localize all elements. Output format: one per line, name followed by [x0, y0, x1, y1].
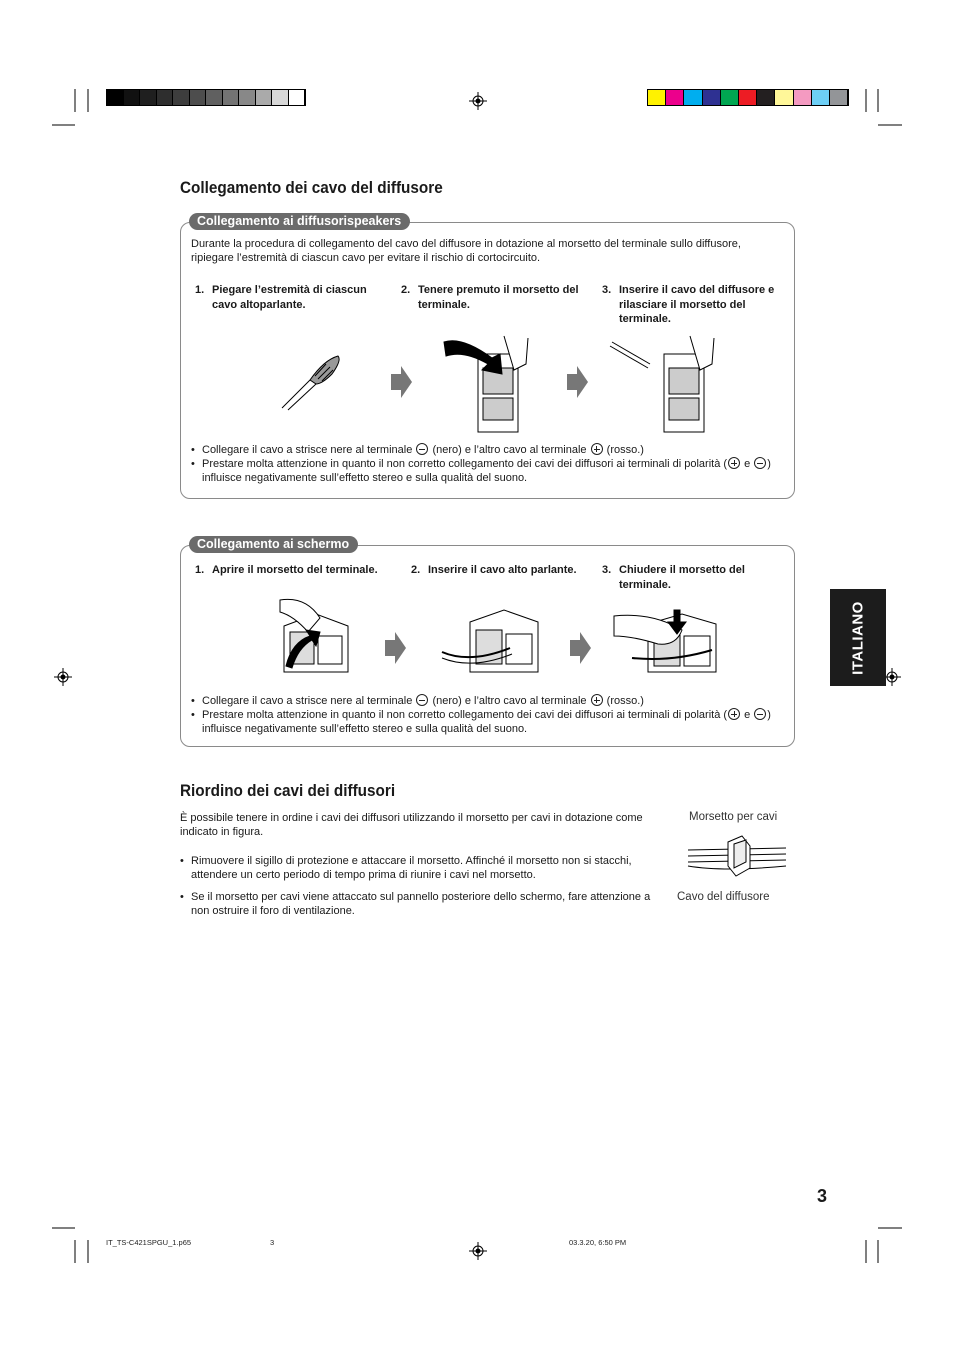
note-text-b: (nero) e l’altro cavo al terminale [432, 695, 587, 707]
step-number: 1. [195, 284, 205, 296]
note-text-a: Prestare molta attenzione in quanto il non corretto collegamento dei cavi dei diffusori ai terminali di polarità ( [202, 458, 728, 470]
color-swatch [794, 90, 812, 105]
color-swatch [206, 90, 223, 105]
note-text-b: e [744, 709, 751, 721]
color-swatch [812, 90, 830, 105]
language-tab [830, 589, 886, 686]
color-swatch [757, 90, 775, 105]
color-swatch [648, 90, 666, 105]
color-swatch [239, 90, 256, 105]
insert-cable-illustration [440, 602, 542, 676]
color-swatch [684, 90, 702, 105]
minus-terminal-icon [754, 457, 766, 469]
footer-filename: IT_TS-C421SPGU_1.p65 [106, 1238, 192, 1247]
step-text: Aprire il morsetto del terminale. [212, 564, 378, 576]
page-number: 3 [817, 1186, 828, 1206]
bullet-text: Rimuovere il sigillo di protezione e attaccare il morsetto. Affinché il morsetto non si stacchi, attendere un certo periodo di tempo prima di riunire i cavi nel morsetto. [191, 855, 632, 881]
color-swatch [703, 90, 721, 105]
cable-tidy-bullet-2: • Se il morsetto per cavi viene attaccato sul pannello posteriore dello schermo, fare attenzione a non ostruire il foro di ventilazione. [180, 890, 665, 918]
step-2 [401, 283, 601, 312]
color-swatch [223, 90, 240, 105]
color-swatch [190, 90, 207, 105]
minus-terminal-icon [754, 708, 766, 720]
cable-tidy-bullet-1: • Rimuovere il sigillo di protezione e attaccare il morsetto. Affinché il morsetto non si stacchi, attendere un certo periodo di tempo prima di riunire i cavi nel morsetto. [180, 854, 665, 882]
note-text-a: Collegare il cavo a strisce nere al terminale [202, 695, 413, 707]
step-2 [411, 563, 581, 578]
cable-clamp-illustration [684, 828, 790, 890]
arrow-right-icon [568, 631, 592, 665]
step-1 [195, 563, 385, 578]
grayscale-bar [106, 89, 306, 106]
arrow-right-icon [383, 631, 407, 665]
footer-page: 3 [270, 1238, 275, 1247]
footer-date: 03.3.20, 6:50 PM [569, 1238, 627, 1247]
intro-text: Durante la procedura di collegamento del cavo del diffusore in dotazione al morsetto del terminale sullo diffusore, ripiegare l’estremità di ciascun cavo per evitare il rischio di cortocircuito. [191, 238, 741, 264]
polarity-note-2: • Prestare molta attenzione in quanto il non corretto collegamento dei cavi dei diffusori ai terminali di polarità ( e ) influisce negativamente sull’effetto stereo e sulla qualità del suono. [191, 458, 771, 484]
plus-terminal-icon [591, 694, 603, 706]
step-number: 3. [602, 564, 612, 576]
note-text-a: Collegare il cavo a strisce nere al terminale [202, 444, 413, 456]
step-3 [602, 563, 792, 592]
step-text: Tenere premuto il morsetto del terminale. [418, 284, 579, 311]
polarity-note-1: • Collegare il cavo a strisce nere al terminale (nero) e l’altro cavo al terminale (rosso.) [191, 695, 644, 707]
step-3 [602, 283, 792, 327]
registration-target-top [469, 92, 487, 110]
note-text-a: Prestare molta attenzione in quanto il non corretto collegamento dei cavi dei diffusori ai terminali di polarità ( [202, 709, 728, 721]
twisted-wire-illustration [280, 350, 345, 412]
section-title-cable-tidy: Riordino dei cavi dei diffusori [180, 781, 396, 800]
note-text-c: (rosso.) [606, 444, 644, 456]
step-number: 2. [401, 284, 411, 296]
note-text-b: e [744, 458, 751, 470]
arrow-right-icon [389, 365, 413, 399]
note-text-b: (nero) e l’altro cavo al terminale [432, 444, 587, 456]
color-swatch [721, 90, 739, 105]
color-swatch [272, 90, 289, 105]
registration-target-bottom [469, 1242, 487, 1260]
step-number: 3. [602, 284, 612, 296]
bullet-text: Se il morsetto per cavi viene attaccato sul pannello posteriore dello schermo, fare attenzione a non ostruire il foro di ventilazione. [191, 891, 651, 917]
plus-terminal-icon [728, 457, 740, 469]
note-text-c: (rosso.) [606, 695, 644, 707]
step-1 [195, 283, 385, 312]
color-swatch [289, 90, 306, 105]
section-title-speaker-cable: Collegamento dei cavo del diffusore [180, 178, 443, 197]
open-terminal-illustration [276, 596, 356, 678]
cable-tidy-intro: È possibile tenere in ordine i cavi dei diffusori utilizzando il morsetto per cavi in dotazione come indicato in figura. [180, 812, 643, 838]
color-swatch [107, 90, 124, 105]
color-swatch [775, 90, 793, 105]
box-label-screen: Collegamento ai schermo [189, 536, 358, 553]
color-swatch [124, 90, 141, 105]
color-swatch [140, 90, 157, 105]
step-text: Chiudere il morsetto del terminale. [619, 564, 745, 591]
plus-terminal-icon [728, 708, 740, 720]
polarity-note-2: • Prestare molta attenzione in quanto il non corretto collegamento dei cavi dei diffusori ai terminali di polarità ( e ) influisce negativamente sull’effetto stereo e sulla qualità del suono. [191, 709, 771, 735]
step-text: Piegare l’estremità di ciascun cavo altoparlante. [212, 284, 367, 311]
arrow-right-icon [565, 365, 589, 399]
note-text-c: ) influisce negativamente sull’effetto stereo e sulla qualità del suono. [202, 458, 771, 484]
plus-terminal-icon [591, 443, 603, 455]
press-terminal-illustration [442, 334, 532, 434]
color-swatch [173, 90, 190, 105]
language-tab-label: ITALIANO [849, 600, 867, 675]
color-bar [647, 89, 849, 106]
step-number: 2. [411, 564, 421, 576]
note-text-c: ) influisce negativamente sull’effetto stereo e sulla qualità del suono. [202, 709, 771, 735]
minus-terminal-icon [416, 694, 428, 706]
close-terminal-illustration [612, 606, 722, 678]
step-number: 1. [195, 564, 205, 576]
step-text: Inserire il cavo del diffusore e rilasciare il morsetto del terminale. [619, 284, 775, 325]
step-text: Inserire il cavo alto parlante. [428, 564, 577, 576]
figure-label-clamp: Morsetto per cavi [689, 811, 778, 823]
color-swatch [739, 90, 757, 105]
minus-terminal-icon [416, 443, 428, 455]
color-swatch [830, 90, 848, 105]
figure-label-cable: Cavo del diffusore [677, 891, 770, 903]
color-swatch [157, 90, 174, 105]
polarity-note-1: • Collegare il cavo a strisce nere al terminale (nero) e l’altro cavo al terminale (rosso.) [191, 444, 644, 456]
color-swatch [256, 90, 273, 105]
color-swatch [666, 90, 684, 105]
registration-target-left [54, 668, 72, 686]
insert-wire-illustration [608, 334, 718, 434]
box-label-speakers: Collegamento ai diffusorispeakers [189, 213, 410, 230]
